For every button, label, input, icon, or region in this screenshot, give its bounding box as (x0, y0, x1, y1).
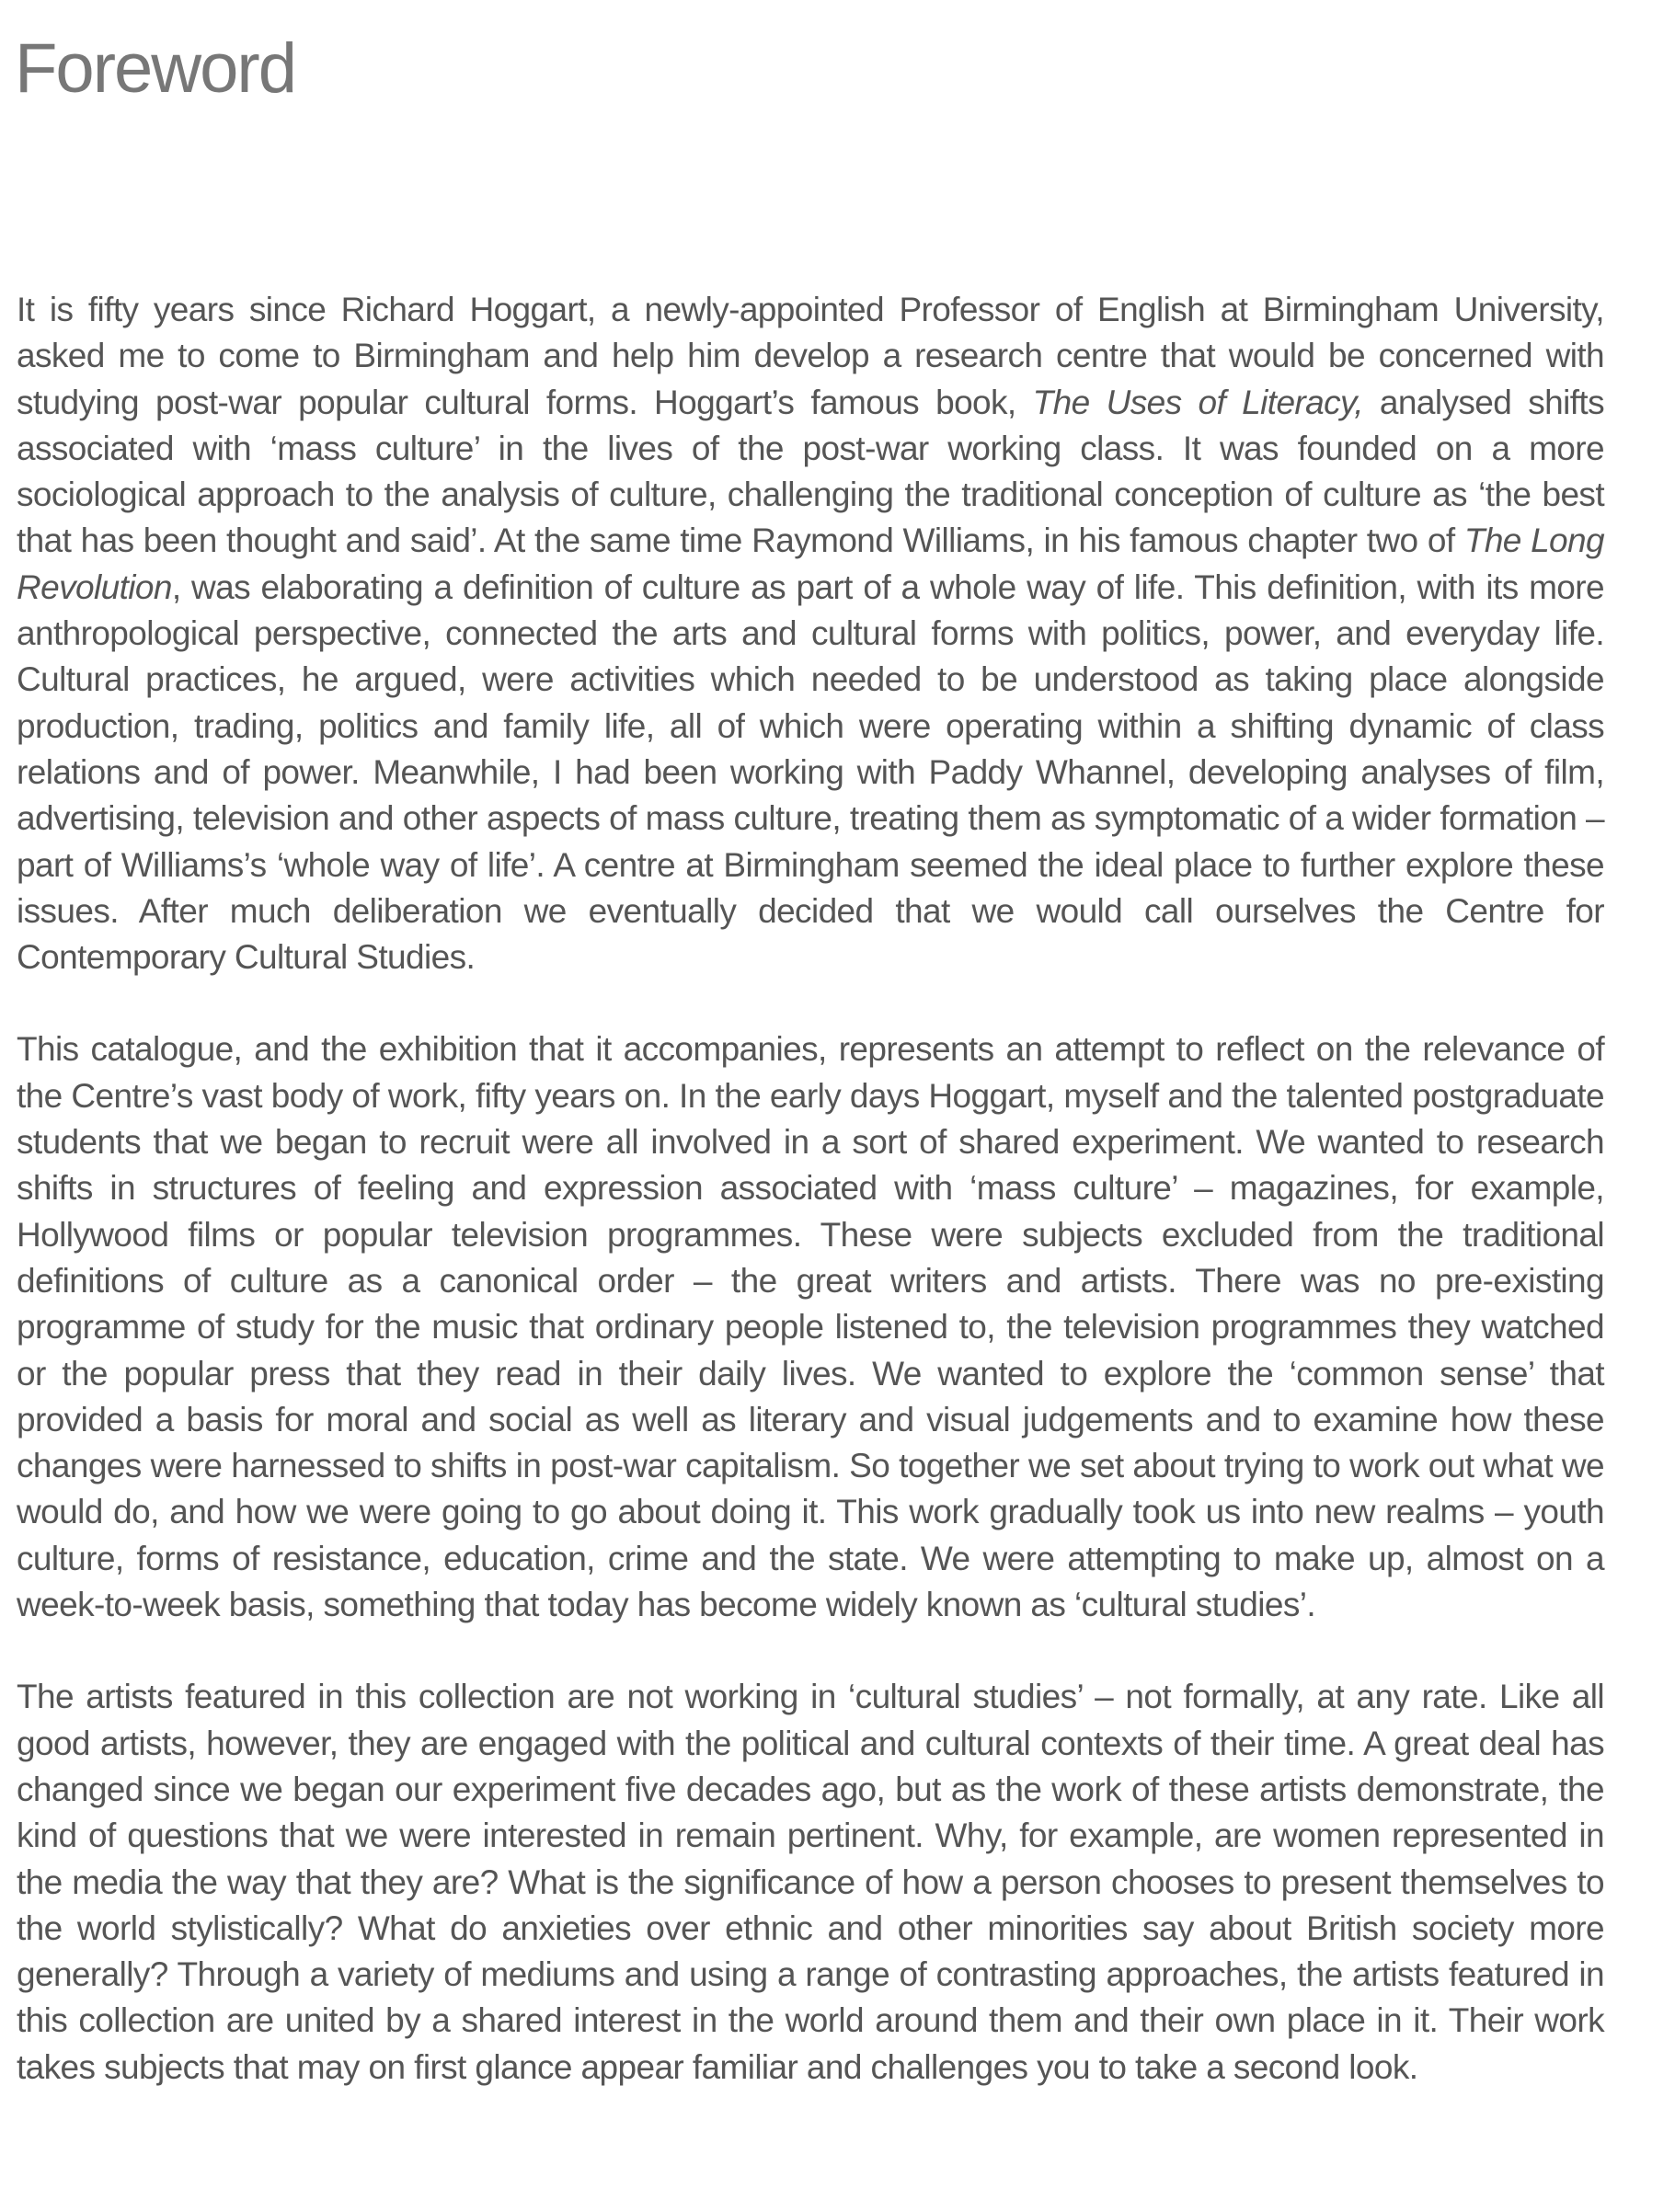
foreword-body (17, 287, 1604, 2137)
book-title-uses-of-literacy: The Uses of Literacy, (1032, 383, 1363, 421)
book-title-long-revolution: The Long Revolution (17, 521, 1604, 606)
paragraph-1-text-2: analysed shifts associated with ‘mass culture’ in the lives of the post-war working class. It was founded on a more sociological approach to the analysis of culture, challenging the traditional conception of culture as ‘the best that has been thought and said’. At the same time Raymond Williams, in his famous chapter two of (17, 383, 1604, 560)
paragraph-3-text: The artists featured in this collection are not working in ‘cultural studies’ – not formally, at any rate. Like all good artists, however, they are engaged with the political and cultural contexts of their time. A great deal has changed since we began our experiment five decades ago, but as the work of these artists demonstrate, the kind of questions that we were interested in remain pertinent. Why, for example, are women represented in the media the way that they are? What is the significance of how a person chooses to present themselves to the world stylistically? What do anxieties over ethnic and other minorities say about British society more generally? Through a variety of mediums and using a range of contrasting approaches, the artists featured in this collection are united by a shared interest in the world around them and their own place in it. Their work takes subjects that may on first glance appear familiar and challenges you to take a second look. (17, 1678, 1604, 2086)
paragraph-1-text-1: It is fifty years since Richard Hoggart, a newly-appointed Professor of English at Birmingham University, asked me to come to Birmingham and help him develop a research centre that would be concerned with studying post-war popular cultural forms. Hoggart’s famous book, (17, 291, 1604, 421)
paragraph-1 (17, 287, 1604, 980)
paragraph-3 (17, 1674, 1604, 2091)
paragraph-2 (17, 1026, 1604, 1628)
paragraph-2-text: This catalogue, and the exhibition that it accompanies, represents an attempt to reflect on the relevance of the Centre’s vast body of work, fifty years on. In the early days Hoggart, myself and the talented postgraduate students that we began to recruit were all involved in a sort of shared experiment. We wanted to research shifts in structures of feeling and expression associated with ‘mass culture’ – magazines, for example, Hollywood films or popular television programmes. These were subjects excluded from the traditional definitions of culture as a canonical order – the great writers and artists. There was no pre-existing programme of study for the music that ordinary people listened to, the television programmes they watched or the popular press that they read in their daily lives. We wanted to explore the ‘common sense’ that provided a basis for moral and social as well as literary and visual judgements and to examine how these changes were harnessed to shifts in post-war capitalism. So together we set about trying to work out what we would do, and how we were going to go about doing it. This work gradually took us into new realms – youth culture, forms of resistance, education, crime and the state. We were attempting to make up, almost on a week-to-week basis, something that today has become widely known as ‘cultural studies’. (17, 1030, 1604, 1624)
paragraph-1-text-3: , was elaborating a definition of culture as part of a whole way of life. This definition, with its more anthropological perspective, connected the arts and cultural forms with politics, power, and everyday life. Cultural practices, he argued, were activities which needed to be understood as taking place alongside production, trading, politics and family life, all of which were operating within a shifting dynamic of class relations and of power. Meanwhile, I had been working with Paddy Whannel, developing analyses of film, advertising, television and other aspects of mass culture, treating them as symptomatic of a wider formation – part of Williams’s ‘whole way of life’. A centre at Birmingham seemed the ideal place to further explore these issues. After much deliberation we eventually decided that we would call ourselves the Centre for Contemporary Cultural Studies. (17, 567, 1604, 977)
page-title: Foreword (15, 29, 295, 108)
